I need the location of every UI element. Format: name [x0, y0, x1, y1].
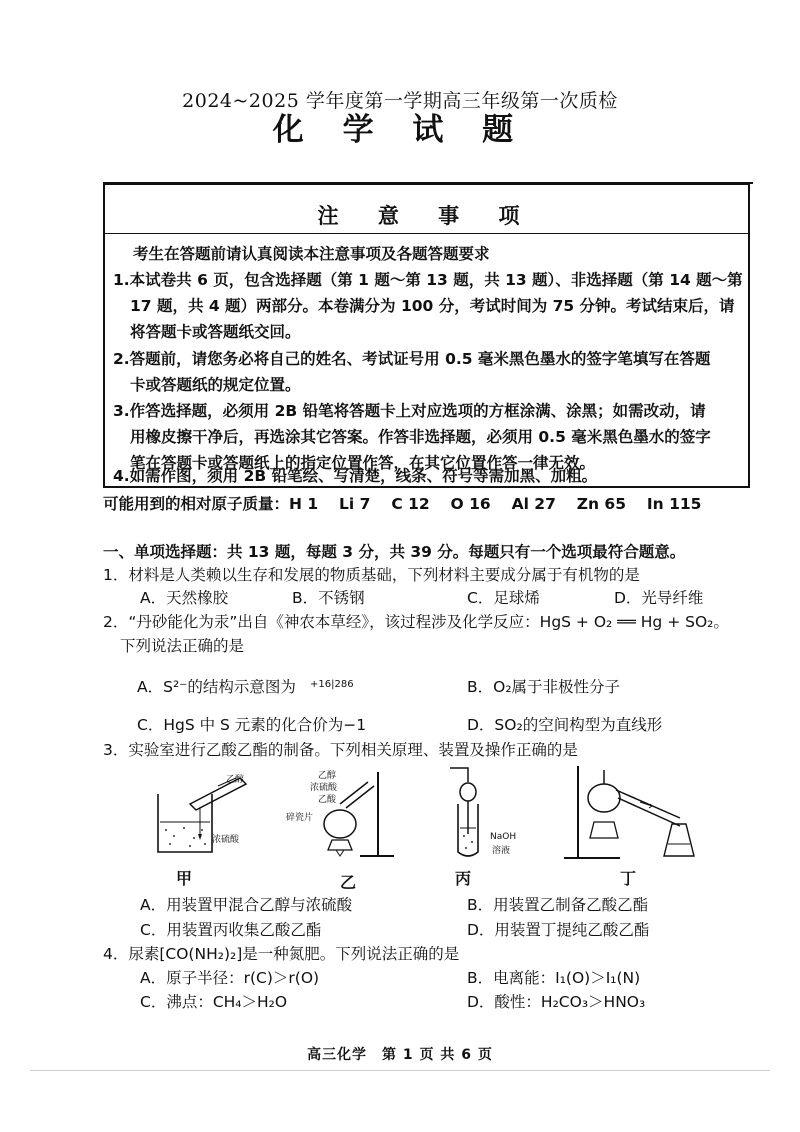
label-acetic-yi: 乙酸 — [318, 795, 337, 805]
apparatus-jia — [150, 764, 270, 864]
q3-option-a: A．用装置甲混合乙醇与浓硫酸 — [140, 896, 353, 914]
label-solution: 溶液 — [492, 846, 511, 856]
q1-option-c: C．足球烯 — [467, 589, 540, 607]
q1-option-a: A．天然橡胶 — [140, 589, 229, 607]
ion-structure-figure: +16|286 — [310, 679, 354, 690]
notice-line: 1.本试卷共 6 页，包含选择题（第 1 题～第 13 题，共 13 题）、非选择题（第 14 题～第 — [113, 271, 743, 289]
exam-header: 2024~2025 学年度第一学期高三年级第一次质检 — [182, 90, 618, 112]
q1-option-b: B．不锈钢 — [292, 589, 365, 607]
q3-stem: 3．实验室进行乙酸乙酯的制备。下列相关原理、装置及操作正确的是 — [103, 741, 578, 759]
q4-option-c: C．沸点：CH₄＞H₂O — [140, 993, 288, 1011]
page-footer: 高三化学 第 1 页 共 6 页 — [307, 1047, 493, 1063]
label-chips-yi: 碎瓷片 — [286, 813, 314, 823]
notice-line: 卡或答题纸的规定位置。 — [130, 376, 301, 394]
notice-title: 注 意 事 项 — [317, 204, 536, 228]
q2-option-d: D．SO₂的空间构型为直线形 — [467, 716, 663, 734]
footer-divider — [30, 1070, 770, 1071]
label-naoh: NaOH — [490, 832, 517, 842]
q4-option-a: A．原子半径：r(C)＞r(O) — [140, 969, 320, 987]
q2-stem-cont: 下列说法正确的是 — [120, 637, 245, 655]
q4-option-b: B．电离能：I₁(O)＞I₁(N) — [467, 969, 641, 987]
label-ethanol-jia: 乙醇 — [226, 775, 245, 785]
q1-option-d: D．光导纤维 — [614, 589, 704, 607]
notice-line: 17 题，共 4 题）两部分。本卷满分为 100 分，考试时间为 75 分钟。考试结束后，请 — [130, 297, 735, 315]
q4-option-d: D．酸性：H₂CO₃＞HNO₃ — [467, 993, 646, 1011]
section-heading: 一、单项选择题：共 13 题，每题 3 分，共 39 分。每题只有一个选项最符合题意。 — [103, 543, 686, 561]
label-acid-jia: 浓硫酸 — [212, 835, 240, 845]
notice-line: 将答题卡或答题纸交回。 — [130, 323, 301, 341]
q2-option-c: C．HgS 中 S 元素的化合价为−1 — [137, 716, 367, 734]
notice-line: 3.作答选择题，必须用 2B 铅笔将答题卡上对应选项的方框涂满、涂黑；如需改动，请 — [113, 402, 706, 420]
q2-stem: 2．“丹砂能化为汞”出自《神农本草经》，该过程涉及化学反应：HgS + O₂ ══ Hg + SO₂。 — [103, 613, 729, 631]
caption-yi: 乙 — [340, 873, 357, 892]
atomic-masses: 可能用到的相对原子质量：H 1 Li 7 C 12 O 16 Al 27 Zn 65 In 115 — [103, 495, 702, 513]
notice-line: 用橡皮擦干净后，再选涂其它答案。作答非选择题，必须用 0.5 毫米黑色墨水的签字 — [130, 428, 711, 446]
notice-box-top-edge — [103, 182, 753, 184]
q2-option-a: A．S²⁻的结构示意图为 — [137, 678, 296, 696]
notice-divider — [103, 233, 750, 234]
label-ethanol-yi: 乙醇 — [318, 771, 337, 781]
q3-option-d: D．用装置丁提纯乙酸乙酯 — [467, 921, 650, 939]
q2-option-b: B．O₂属于非极性分子 — [467, 678, 621, 696]
page-title: 化 学 试 题 — [272, 112, 528, 148]
q4-stem: 4．尿素[CO(NH₂)₂]是一种氮肥。下列说法正确的是 — [103, 945, 460, 963]
apparatus-ding — [560, 760, 710, 864]
q3-option-c: C．用装置丙收集乙酸乙酯 — [140, 921, 322, 939]
q3-option-b: B．用装置乙制备乙酸乙酯 — [467, 896, 649, 914]
notice-line: 2.答题前，请您务必将自己的姓名、考试证号用 0.5 毫米黑色墨水的签字笔填写在答题 — [113, 350, 711, 368]
notice-line: 4.如需作图，须用 2B 铅笔绘、写清楚，线条、符号等需加黑、加粗。 — [113, 467, 598, 485]
caption-bing: 丙 — [455, 869, 472, 888]
caption-jia: 甲 — [176, 869, 193, 888]
notice-lead: 考生在答题前请认真阅读本注意事项及各题答题要求 — [133, 245, 490, 263]
caption-ding: 丁 — [620, 869, 637, 888]
label-acid-yi: 浓硫酸 — [310, 783, 338, 793]
notice-line: 笔在答题卡或答题纸上的指定位置作答，在其它位置作答一律无效。 — [130, 454, 596, 472]
q1-stem: 1．材料是人类赖以生存和发展的物质基础，下列材料主要成分属于有机物的是 — [103, 566, 640, 584]
